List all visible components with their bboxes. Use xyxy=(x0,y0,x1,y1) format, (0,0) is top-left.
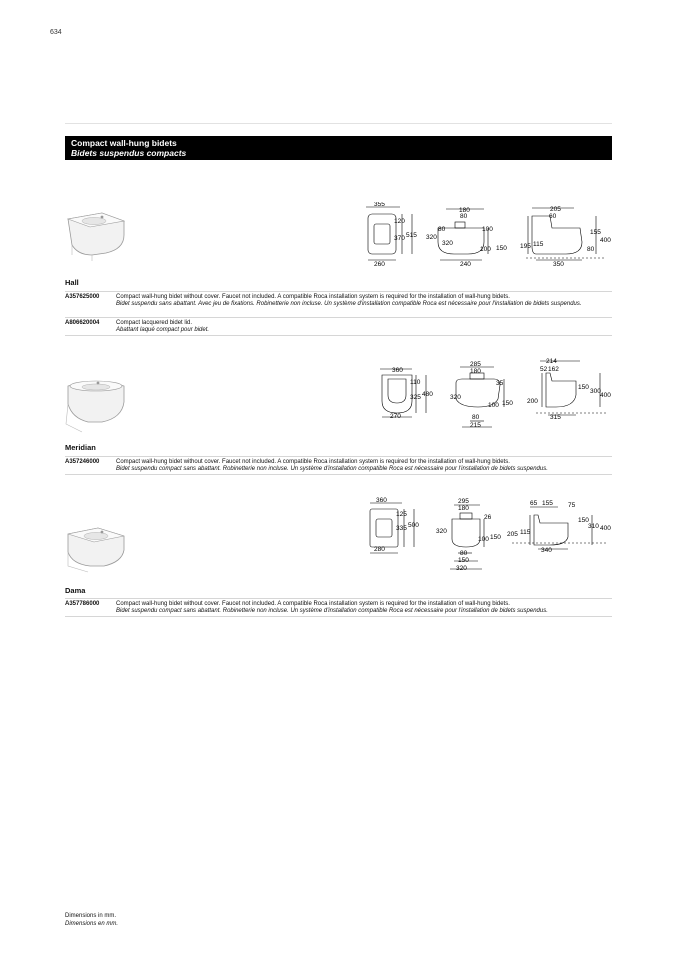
footer-en: Dimensions in mm. xyxy=(65,913,117,919)
section-title-fr: Bidets suspendus compacts xyxy=(71,148,187,158)
dama-bidet-photo xyxy=(62,518,128,574)
dama-dim-top-3: 320 xyxy=(436,528,447,535)
product-row xyxy=(65,598,612,617)
meridian-dim-front-1: 110 xyxy=(410,379,421,386)
footer-fr: Dimensions en mm. xyxy=(65,920,119,927)
dama-dim-side-5: 400 xyxy=(600,525,611,532)
product-description xyxy=(116,601,606,615)
description-fr: Abattant laqué compact pour bidet. xyxy=(116,327,210,334)
dama-dim-top-8: 320 xyxy=(456,565,467,572)
section-title-en: Compact wall-hung bidets xyxy=(71,138,177,148)
meridian-dim-side-1: 52 xyxy=(540,366,548,373)
hall-dim-top-5: 320 xyxy=(442,240,453,247)
dama-dim-front-3: 500 xyxy=(408,522,419,529)
description-en: Compact wall-hung bidet without cover. Faucet not included. A compatible Roca installation system is required for the installation of wall-hung bidets. xyxy=(116,601,510,607)
dama-dimension-drawings xyxy=(362,495,615,573)
hall-dim-front-0: 355 xyxy=(374,202,385,208)
hall-dim-side-5: 115 xyxy=(533,241,544,248)
meridian-dim-top-2: 35 xyxy=(496,380,504,387)
meridian-dim-top-3: 320 xyxy=(450,394,461,401)
dama-dim-front-1: 125 xyxy=(396,511,407,518)
meridian-dim-front-2: 325 xyxy=(410,394,421,401)
dama-dim-front-4: 280 xyxy=(374,546,385,553)
hall-dim-top-8: 240 xyxy=(460,261,471,268)
hall-dim-front-4: 260 xyxy=(374,261,385,268)
hall-dim-front-1: 120 xyxy=(394,218,405,225)
meridian-dim-side-5: 400 xyxy=(600,392,611,399)
hall-dim-side-3: 400 xyxy=(600,237,611,244)
product-code: A357786000 xyxy=(65,601,100,607)
hall-dim-side-4: 195 xyxy=(520,243,531,250)
meridian-bidet-photo xyxy=(62,374,128,434)
description-fr: Bidet suspendu compact sans abattant. Robinetterie non incluse. Un système d'installation compatible Roca est nécessaire pour l'installation de bidets suspendus. xyxy=(116,466,548,473)
dama-dim-side-3: 150 xyxy=(578,517,589,524)
description-en: Compact lacquered bidet lid. xyxy=(116,320,193,326)
dama-dim-front-0: 360 xyxy=(376,497,387,504)
hall-dim-side-7: 350 xyxy=(553,261,564,268)
meridian-dim-top-5: 150 xyxy=(502,400,513,407)
dama-dim-top-1: 180 xyxy=(458,505,469,512)
dama-dim-side-2: 75 xyxy=(568,502,576,509)
dama-dim-side-0: 65 xyxy=(530,500,538,507)
hall-dim-top-6: 100 xyxy=(480,246,491,253)
product-row xyxy=(65,291,612,318)
row-divider xyxy=(65,474,612,475)
meridian-dim-side-2: 162 xyxy=(548,366,559,373)
dama-dim-top-2: 26 xyxy=(484,514,492,521)
product-code: A357246000 xyxy=(65,459,100,465)
dama-dim-top-7: 150 xyxy=(458,557,469,564)
description-fr: Bidet suspendu compact sans abattant. Robinetterie non incluse. Un système d'installation compatible Roca est nécessaire pour l'installation de bidets suspendus. xyxy=(116,608,548,615)
hall-bidet-photo xyxy=(62,205,128,263)
hall-dim-side-0: 205 xyxy=(550,206,561,213)
hall-dim-top-1: 80 xyxy=(460,213,468,220)
dama-dim-top-5: 150 xyxy=(490,534,501,541)
product-code: A357625000 xyxy=(65,294,100,300)
meridian-dim-side-4: 300 xyxy=(590,388,601,395)
meridian-dim-front-3: 480 xyxy=(422,391,433,398)
meridian-dim-front-0: 360 xyxy=(392,367,403,374)
hall-dimension-drawings xyxy=(360,202,615,268)
product-name-meridian: Meridian xyxy=(65,443,96,452)
meridian-dimension-drawings xyxy=(370,355,615,431)
description-en: Compact wall-hung bidet without cover. Faucet not included. A compatible Roca installation system is required for the installation of wall-hung bidets. xyxy=(116,459,510,465)
hall-dim-top-2: 80 xyxy=(438,226,446,233)
meridian-dim-top-4: 100 xyxy=(488,402,499,409)
hall-dim-top-3: 100 xyxy=(482,226,493,233)
dama-dim-side-1: 155 xyxy=(542,500,553,507)
hall-dim-front-3: 515 xyxy=(406,232,417,239)
top-divider xyxy=(65,123,612,124)
product-row xyxy=(65,317,612,336)
hall-dim-front-2: 370 xyxy=(394,235,405,242)
page-number: 634 xyxy=(50,29,62,36)
hall-dim-side-1: 60 xyxy=(549,213,557,220)
meridian-dim-top-7: 215 xyxy=(470,422,481,429)
footer-note xyxy=(65,913,118,928)
dama-dim-side-6: 205 xyxy=(507,531,518,538)
hall-dim-side-2: 155 xyxy=(590,229,601,236)
product-code: A806620004 xyxy=(65,320,100,326)
dama-dim-top-6: 80 xyxy=(460,550,468,557)
meridian-dim-side-0: 214 xyxy=(546,358,557,365)
product-row xyxy=(65,456,612,475)
description-fr: Bidet suspendu sans abattant. Avec jeu de fixations. Robinetterie non incluse. Un système d'installation compatible Roca est nécessaire pour l'installation de bidets suspendus. xyxy=(116,301,582,308)
product-name-dama: Dama xyxy=(65,586,86,595)
hall-dim-top-7: 150 xyxy=(496,245,507,252)
description-en: Compact wall-hung bidet without cover. Faucet not included. A compatible Roca installation system is required for the installation of wall-hung bidets. xyxy=(116,294,510,300)
hall-dim-top-4: 320 xyxy=(426,234,437,241)
dama-dim-side-8: 340 xyxy=(541,547,552,554)
meridian-dim-top-1: 180 xyxy=(470,368,481,375)
meridian-dim-side-3: 150 xyxy=(578,384,589,391)
product-description xyxy=(116,320,606,334)
meridian-dim-top-6: 80 xyxy=(472,414,480,421)
row-divider xyxy=(65,335,612,336)
dama-dim-side-4: 310 xyxy=(588,523,599,530)
product-name-hall: Hall xyxy=(65,278,79,287)
dama-dim-side-7: 115 xyxy=(520,529,531,536)
meridian-dim-side-6: 200 xyxy=(527,398,538,405)
hall-dim-side-6: 80 xyxy=(587,246,595,253)
dama-dim-top-0: 295 xyxy=(458,498,469,505)
meridian-dim-side-7: 315 xyxy=(550,414,561,421)
product-description xyxy=(116,459,606,473)
row-divider xyxy=(65,616,612,617)
hall-dim-top-0: 180 xyxy=(459,207,470,214)
section-header xyxy=(65,136,612,160)
meridian-dim-top-0: 285 xyxy=(470,361,481,368)
meridian-dim-front-4: 270 xyxy=(390,413,401,420)
dama-dim-front-2: 335 xyxy=(396,525,407,532)
product-description xyxy=(116,294,606,308)
dama-dim-top-4: 100 xyxy=(478,536,489,543)
